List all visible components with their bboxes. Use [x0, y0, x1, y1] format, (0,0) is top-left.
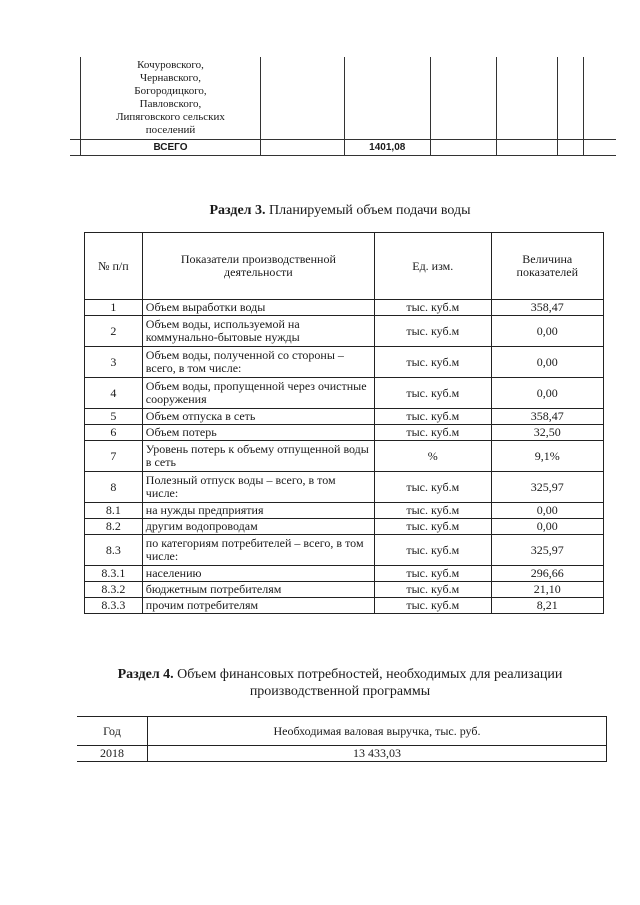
location-line: Павловского, [139, 98, 202, 110]
total-value: 1401,08 [344, 140, 430, 156]
table-row [70, 57, 616, 140]
water-supply-table [84, 232, 604, 614]
header-num: № п/п [85, 233, 143, 300]
location-line: Богородицкого, [134, 85, 207, 97]
table-header-row [85, 233, 604, 300]
location-line: Липяговского сельских [116, 111, 225, 123]
table-row: 8.2 другим водопроводам тыс. куб.м 0,00 [85, 519, 604, 535]
section4-label: Раздел 4. [117, 667, 174, 682]
table-row [70, 140, 616, 156]
location-line: Кочуровского, [137, 59, 204, 71]
table-row: 2 Объем воды, используемой на коммунально-бытовые нужды тыс. куб.м 0,00 [85, 316, 604, 347]
header-revenue: Необходимая валовая выручка, тыс. руб. [148, 717, 607, 746]
year-cell: 2018 [77, 746, 148, 762]
table-row: 3 Объем воды, полученной со стороны – всего, в том числе: тыс. куб.м 0,00 [85, 347, 604, 378]
location-line: Чернавского, [139, 72, 202, 84]
table-row: 1 Объем выработки воды тыс. куб.м 358,47 [85, 300, 604, 316]
location-cell [80, 57, 260, 140]
section3-title: Планируемый объем подачи воды [269, 203, 471, 218]
header-value: Величина показателей [491, 233, 603, 300]
table-row: 8 Полезный отпуск воды – всего, в том числе: тыс. куб.м 325,97 [85, 472, 604, 503]
revenue-cell: 13 433,03 [148, 746, 607, 762]
section4-title-line1: Объем финансовых потребностей, необходимых для реализации [177, 667, 563, 682]
top-fragment-table [70, 57, 616, 156]
header-name: Показатели производственной деятельности [142, 233, 374, 300]
table-row: 8.3.2 бюджетным потребителям тыс. куб.м 21,10 [85, 582, 604, 598]
total-label: ВСЕГО [80, 140, 260, 156]
header-unit: Ед. изм. [374, 233, 491, 300]
location-line: поселений [145, 124, 196, 136]
table-header-row [77, 717, 607, 746]
table-row: 5 Объем отпуска в сеть тыс. куб.м 358,47 [85, 409, 604, 425]
table-row: 8.3.3 прочим потребителям тыс. куб.м 8,21 [85, 598, 604, 614]
financial-needs-table [77, 716, 607, 762]
table-row: 8.1 на нужды предприятия тыс. куб.м 0,00 [85, 503, 604, 519]
header-year: Год [77, 717, 148, 746]
table-row [77, 746, 607, 762]
section3-label: Раздел 3. [209, 203, 266, 218]
section3-heading [60, 202, 620, 219]
table-row: 6 Объем потерь тыс. куб.м 32,50 [85, 425, 604, 441]
table-row: 8.3.1 населению тыс. куб.м 296,66 [85, 566, 604, 582]
section4-heading [60, 666, 620, 700]
section4-title-line2: производственной программы [249, 684, 431, 699]
table-row: 8.3 по категориям потребителей – всего, в том числе: тыс. куб.м 325,97 [85, 535, 604, 566]
table-row: 7 Уровень потерь к объему отпущенной воды в сеть % 9,1% [85, 441, 604, 472]
table-row: 4 Объем воды, пропущенной через очистные сооружения тыс. куб.м 0,00 [85, 378, 604, 409]
